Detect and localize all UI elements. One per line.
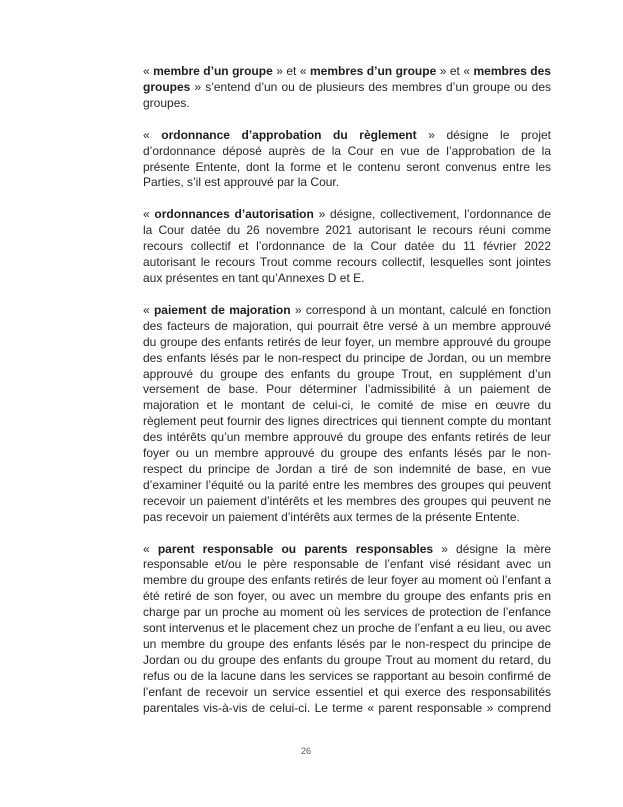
page-number: 26 (300, 746, 311, 756)
body-text-run: « (143, 64, 154, 78)
body-text-run: » s’entend d’un ou de plusieurs des membres d’un groupe ou des groupes. (143, 79, 551, 110)
defined-term: membres des groupes (143, 64, 551, 94)
defined-term: membres d’un groupe (309, 64, 437, 78)
defined-term: ordonnances d’autorisation (154, 207, 314, 222)
body-text-run: » correspond à un montant, calculé en fonction des facteurs de majoration, qui pourrait être versé à un membre approuvé du groupe des enfants retirés de leur foyer, un membre approuvé du groupe des enfants lésés par le non-respect du principe de Jordan, ou un membre approuvé du groupe des enfants du groupe Trout, en supplément d’un versement de base. Pour déterminer l’admissibilité à un paiement de majoration et le montant de celui-ci, le comité de mise en œuvre du règlement peut fournir des lignes directrices qui tiennent compte du montant des intérêts qu’un membre approuvé du groupe des enfants retirés de leur foyer ou un membre approuvé du groupe des enfants lésés par le non-respect du principe de Jordan a tiré de son indemnité de base, en vue d’examiner l’équité ou la parité entre les membres des groupes qui peuvent recevoir un paiement d’intérêts et les membres des groupes qui peuvent ne pas recevoir un paiement d’intérêts aux termes de la présente Entente. (143, 302, 552, 524)
body-text-run: « (143, 207, 155, 222)
definition-ordonnance-approbation-reglement (143, 128, 551, 192)
body-text-run: « (143, 302, 154, 317)
definition-parent-responsable (143, 542, 551, 717)
body-text-run: » et « (436, 64, 474, 78)
defined-term: membre d’un groupe (153, 64, 273, 78)
body-text-run: « (143, 127, 162, 142)
body-text-run: « (143, 541, 158, 556)
body-text-run: » et « (272, 64, 310, 78)
definition-paiement-de-majoration (143, 303, 551, 526)
document-body (143, 64, 551, 733)
body-text-run: » désigne le projet d’ordonnance déposé auprès de la Cour en vue de l’approbation de la présente Entente, dont la forme et le contenu seront convenus entre les Parties, s’il est approuvé par la Cour. (143, 127, 551, 190)
defined-term: parent responsable ou parents responsables (157, 541, 434, 556)
definition-membre-dun-groupe (143, 64, 551, 112)
definition-ordonnances-autorisation (143, 207, 551, 287)
defined-term: paiement de majoration (153, 302, 291, 317)
defined-term: ordonnance d’approbation du règlement (161, 127, 417, 142)
body-text-run: » désigne la mère responsable et/ou le père responsable de l’enfant visé résidant avec un membre du groupe des enfants retirés de leur foyer au moment où l’enfant a été retiré de son foyer, ou avec un membre du groupe des enfants pris en charge par un proche au moment où les services de protection de l’enfance sont intervenus et le placement chez un proche de l’enfant a eu lieu, ou avec un membre du groupe des enfants lésés par le non-respect du principe de Jordan ou du groupe des enfants du groupe Trout au moment du retard, du refus ou de la lacune dans les services se rapportant au besoin confirmé de l’enfant de recevoir un service essentiel et qui exerce des responsabilités parentales vis-à-vis de celui-ci. Le terme « parent responsable » comprend (143, 541, 551, 715)
body-text-run: » désigne, collectivement, l’ordonnance de la Cour datée du 26 novembre 2021 autorisant le recours réuni comme recours collectif et l’ordonnance de la Cour datée du 11 février 2022 autorisant le recours Trout comme recours collectif, lesquelles sont jointes aux présentes en tant qu’Annexes D et E. (143, 207, 551, 285)
